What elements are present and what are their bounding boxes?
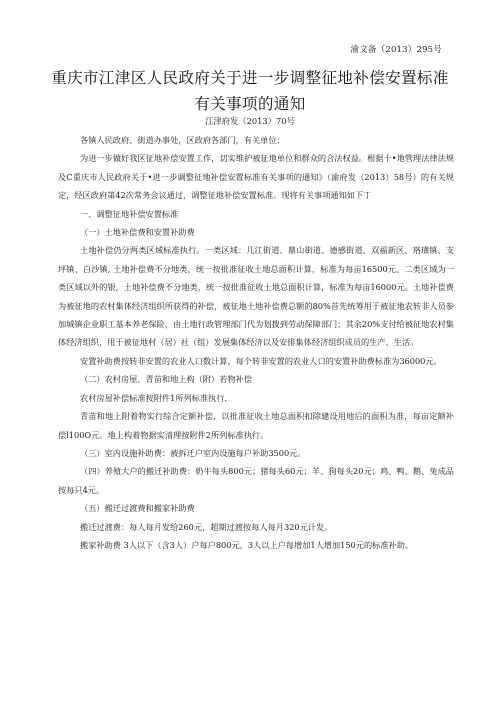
document-body (58, 131, 454, 554)
paragraph-land-compensation: 土地补偿仍分两类区域标准执行。一类区域：几江街道、鼎山街道、德感街道、双福新区、珞璜镇、支坪镇、白沙镇, 土地补偿费不分地类，统一按批准征收土地总面积计算，标准为每亩16500元。二类区域为一类区域以外的银，土地补偿费不分地类，统一按批准征收土地总面积计算，标准为每亩16000元。土地补偿费为被征地的农村集体经济组织所获得的补偿，被征地土地补偿费总额的80%首先统筹用于被征地农转非人员参加城镇企业职工基本养老保险，由土地行政管理部门代为划拨到劳动保障部门；其余20%支付给被征地农村集体经济组织，用于被征地村（居）社（组）发展集体经济以及安排集体经济组织成员的生产、生活。 (58, 245, 454, 348)
reference-number: 江津府发（2013）70号 (205, 116, 295, 126)
salutation: 各镇人民政府、街道办事处，区政府各部门，有关单位： (80, 135, 285, 145)
paragraph-crop-compensation: 青苗和地上附着物实行综合定额补偿，以批准征收土地总面积扣除建设用地后的面积为准，每亩定额补偿l100O元。地上构着物据实清理按附件2所列标准执行。 (58, 411, 454, 440)
subsection-heading-3: （三）室内设施补助费：被拆迁户室内设施每户补助3500元。 (80, 447, 306, 458)
intro-paragraph: 为进一步做好我区征地补偿安置工作，切实维护被征地单位和群众的合法权益。根据十•地管理法律法规及C重庆市人民政府关于•进一步调整征地补偿安置标准有关事项的通知》（渝府发（2013）58号）的有关规定，经区政府第42次常务会议通过，调整征地补偿安置标准。现将有关事项通知如下丁 (58, 153, 454, 201)
subsection-heading-2: （二）农村房屋、青苗和地上构（附）若物补偿 (80, 374, 252, 385)
subsection-heading-4: （四）养殖大户的搬迁补助费：奶牛每头800元；猪每头60元；羊、狗每头20元；鸡、鸭、鹅、兔成品按每只4元。 (58, 466, 454, 495)
paragraph-resettlement-subsidy: 安置补助费按转非安置的农业人口数计算，每个转非安置的农业人口的安置补助费标准为36000元。 (80, 355, 442, 366)
section-heading-1: 一、调整征地补偿安置标准 (80, 208, 179, 219)
paragraph-house-compensation: 农村房屋补偿标准按附件1所列标准执行. (80, 392, 227, 403)
subsection-heading-1: （一）土地补偿费和安置补助费 (80, 227, 195, 238)
document-number: 渝文备（2013）295号 (350, 45, 442, 55)
document-title-line2: 有关事项的通知 (194, 95, 306, 113)
paragraph-transition-fee: 搬迁过渡费：每人每月发给260元，超期过渡按每人每月320元计发。 (80, 521, 333, 532)
document-title-line1: 重庆市江津区人民政府关于进一步调整征地补偿安置标准 (51, 69, 449, 87)
subsection-heading-5: （五）搬迁过渡费和搬家补助费 (80, 503, 195, 514)
paragraph-moving-subsidy: 搬家补助费 3人以下（含3人）户每户800元，3人以上户每增加1人增加150元的标准补助。 (80, 539, 414, 550)
